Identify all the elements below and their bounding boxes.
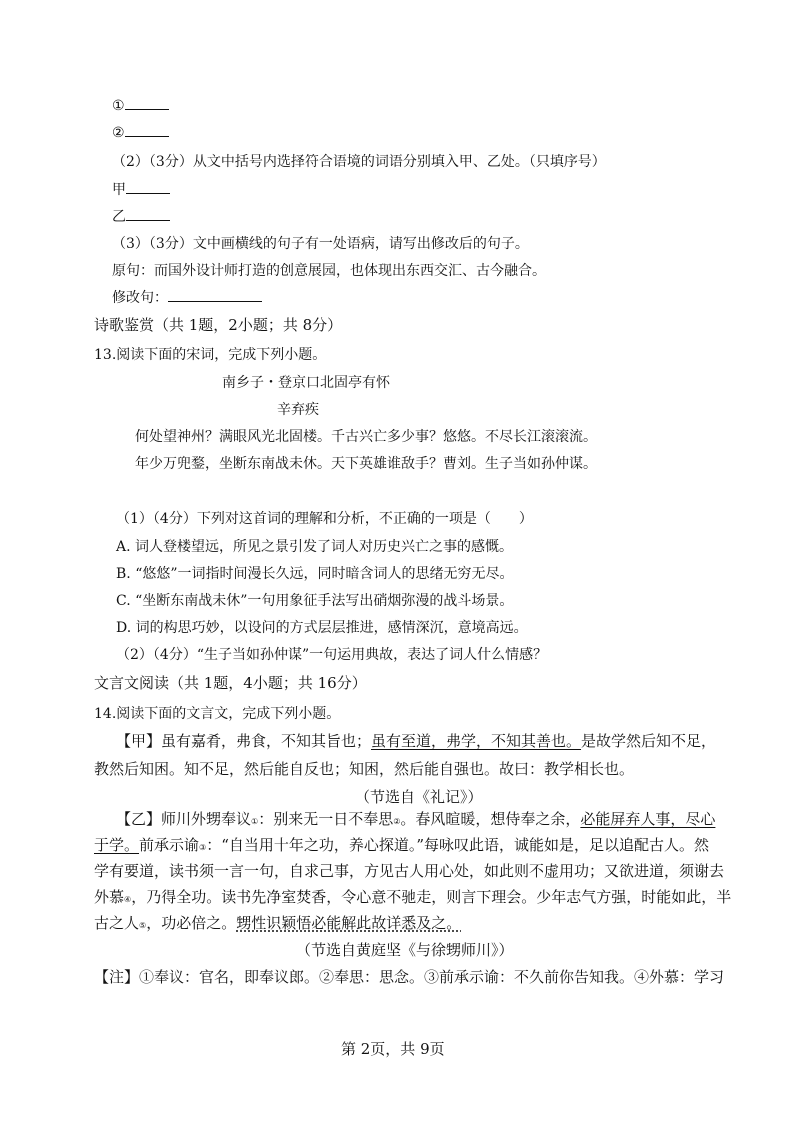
q12-revised-line [112, 287, 262, 307]
poet-name: 辛弃疾 [277, 402, 319, 418]
yi-passage-line-4 [94, 886, 731, 907]
underlined-sentence: 必能屏弃人事，尽心 [580, 810, 716, 828]
yi-text: ：别来无一日不奉思 [258, 810, 394, 828]
yi-label: 乙 [112, 209, 126, 225]
q13-sub2: （2）（4分）“生子当如孙仲谋”一句运用典故，表达了词人什么情感？ [116, 647, 548, 663]
poem-title: 南乡子・登京口北固亭有怀 [222, 375, 390, 391]
blank-line-2 [112, 124, 169, 141]
underlined-sentence: 虽有至道，弗学，不知其善也。 [371, 732, 582, 750]
blank-line-1 [112, 97, 169, 114]
poetry-section-title: 诗歌鉴赏（共 1题，2小题；共 8分） [94, 316, 343, 334]
q12-sub3: （3）（3分）文中画横线的句子有一处语病，请写出修改后的句子。 [112, 236, 529, 252]
jia-passage-line-1 [116, 730, 716, 751]
yi-text: 外慕 [94, 888, 125, 906]
jia-label: 甲 [112, 182, 126, 198]
jia-blank-line [112, 179, 170, 199]
q12-sub2: （2）（3分）从文中括号内选择符合语境的词语分别填入甲、乙处。（只填序号） [112, 154, 606, 170]
yi-text: 。春风暄暖，想侍奉之余， [400, 810, 581, 828]
yi-passage-line-5 [94, 912, 461, 933]
underlined-sentence: 甥性识颖悟必能解此故详悉及之。 [236, 914, 462, 932]
option-b: B. “悠悠”一词指时间漫长久远，同时暗含词人的思绪无穷无尽。 [116, 566, 514, 582]
yi-text: 【乙】师川外甥奉议 [116, 810, 252, 828]
yi-passage-line-3: 学有要道，读书须一言一句，自求己事，方见古人用心处，如此则不虚用功；又欲进道，须谢去 [94, 862, 725, 880]
answer-blank [125, 97, 169, 110]
option-c: C. “坐断东南战未休”一句用象征手法写出硝烟弥漫的战斗场景。 [116, 593, 514, 609]
q13-sub1: （1）（4分）下列对这首词的理解和分析，不正确的一项是（ ） [116, 511, 533, 527]
yi-passage-line-1 [116, 808, 715, 829]
option-d: D. 词的构思巧妙，以设问的方式层层推进，感情深沉，意境高远。 [116, 620, 528, 636]
option-a: A. 词人登楼望远，所见之景引发了词人对历史兴亡之事的感慨。 [116, 539, 514, 555]
poem-line-2: 年少万兜鍪，坐断东南战未休。天下英雄谁敌手？曹刘。生子当如孙仲谋。 [135, 456, 597, 472]
poem-line-1: 何处望神州？满眼风光北固楼。千古兴亡多少事？悠悠。不尽长江滚滚流。 [135, 429, 597, 445]
yi-text: 前承示谕 [139, 836, 200, 854]
yi-blank-line [112, 206, 170, 226]
revised-label: 修改句： [112, 290, 168, 306]
q12-original-sentence: 原句：而国外设计师打造的创意展园，也体现出东西交汇、古今融合。 [112, 263, 546, 279]
yi-text: 古之人 [94, 914, 140, 932]
jia-text: 【甲】虽有嘉肴，弗食，不知其旨也； [116, 732, 372, 750]
q14-intro: 14.阅读下面的文言文，完成下列小题。 [94, 706, 341, 722]
note-marker: ② [393, 817, 401, 826]
yi-text: ，乃得全功。读书先净室焚香，令心意不驰走，则言下理会。少年志气方强，时能如此，半 [131, 888, 732, 906]
note-marker: ① [251, 817, 259, 826]
blank-1-label: ① [112, 98, 125, 114]
page-number: 第 2页，共 9页 [341, 1040, 445, 1058]
note-marker: ④ [124, 895, 132, 904]
annotation-notes: 【注】①奉议：官名，即奉议郎。②奉思：思念。③前承示谕：不久前你告知我。④外慕：学习 [94, 968, 725, 986]
answer-blank [125, 124, 169, 137]
answer-blank [126, 181, 170, 194]
yi-text: ：“自当用十年之功，养心探道。”每咏叹此语，诚能如是，足以追配古人。然 [206, 836, 710, 854]
jia-source: （节选自《礼记》） [355, 788, 483, 806]
note-marker: ③ [199, 843, 207, 852]
yi-passage-line-2 [94, 834, 709, 855]
jia-text: 是故学然后知不足， [581, 732, 717, 750]
answer-blank [168, 289, 262, 302]
classical-section-title: 文言文阅读（共 1题，4小题；共 16分） [94, 674, 367, 692]
note-marker: ⑤ [139, 921, 147, 930]
yi-source: （节选自黄庭坚《与徐甥师川》） [296, 941, 514, 959]
q13-intro: 13.阅读下面的宋词，完成下列小题。 [94, 347, 327, 363]
blank-2-label: ② [112, 125, 125, 141]
underlined-sentence: 于学。 [94, 836, 140, 854]
answer-blank [126, 208, 170, 221]
yi-text: ，功必倍之。 [146, 914, 237, 932]
jia-passage-line-2: 教然后知困。知不足，然后能自反也；知困，然后能自强也。故曰：教学相长也。 [94, 760, 635, 778]
